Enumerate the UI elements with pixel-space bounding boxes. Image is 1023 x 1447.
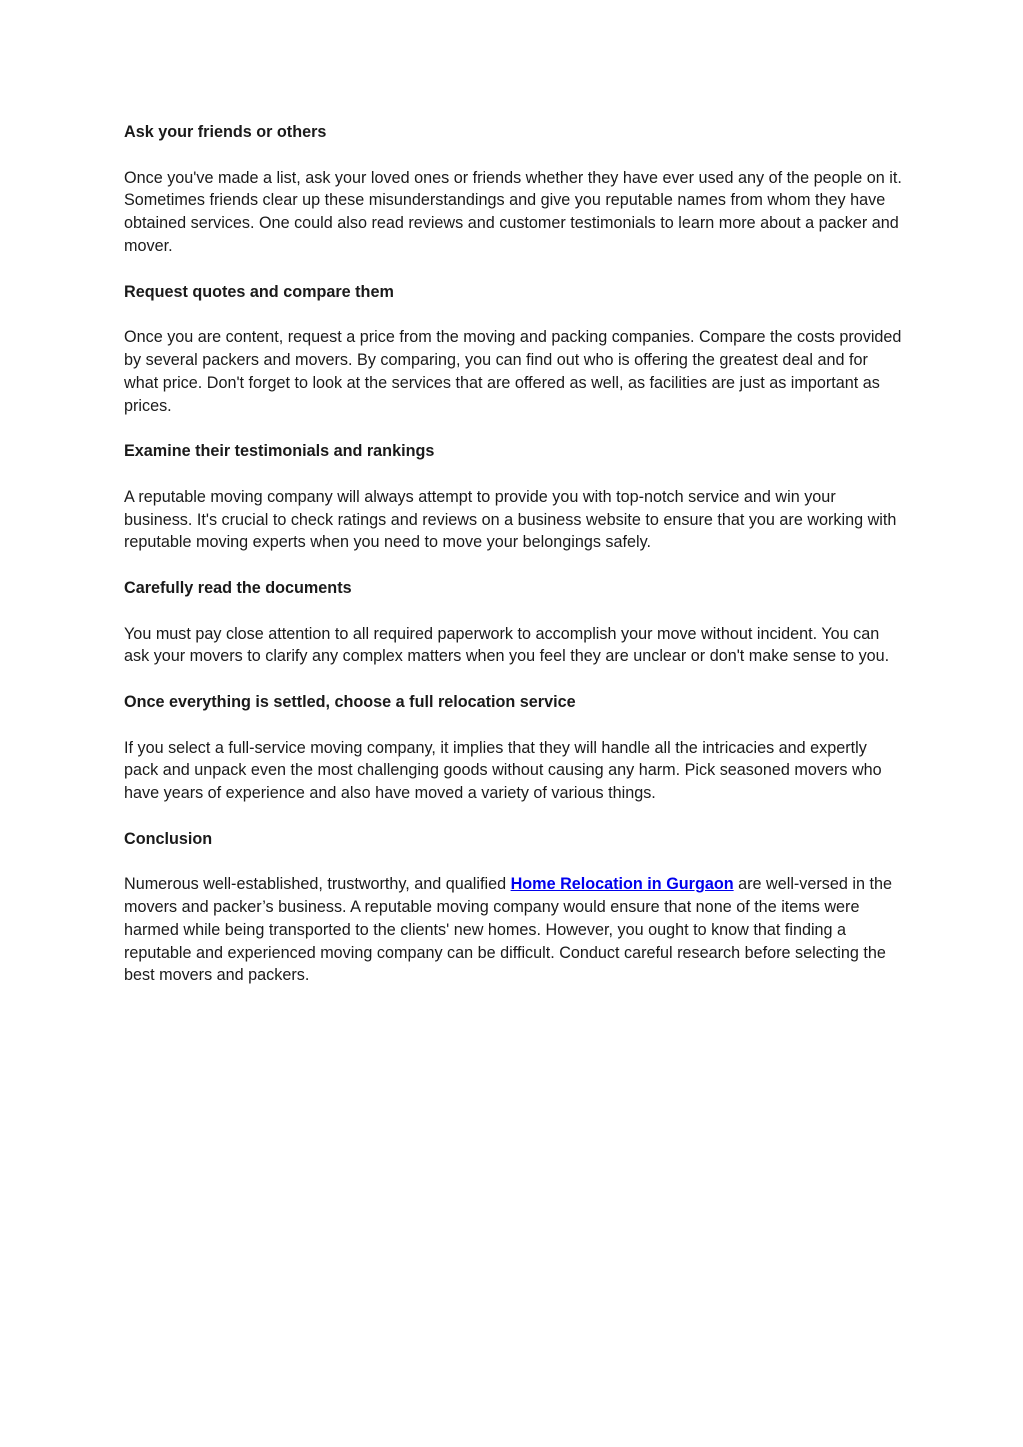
section-full-relocation (124, 691, 904, 805)
section-heading: Carefully read the documents (124, 578, 352, 597)
section-heading: Examine their testimonials and rankings (124, 442, 435, 461)
section-body: A reputable moving company will always attempt to provide you with top-notch service and win your business. It's crucial to check ratings and reviews on a business website to ensure that you are working with reputable moving experts when you need to move your belongings safely. (124, 487, 897, 552)
section-heading: Request quotes and compare them (124, 282, 394, 301)
section-body: If you select a full-service moving company, it implies that they will handle all the intricacies and expertly pack and unpack even the most challenging goods without causing any harm. Pick seasoned movers who have years of experience and also have moved a variety of various things. (124, 738, 882, 803)
home-relocation-link[interactable]: Home Relocation in Gurgaon (510, 875, 734, 894)
section-conclusion (124, 828, 904, 988)
section-heading: Once everything is settled, choose a full relocation service (124, 692, 576, 711)
conclusion-text-after-link: are well-versed in the movers and packer’s business. A reputable moving company would ensure that none of the items were harmed while being transported to the clients' new homes. However, you ought to know that finding a reputable and experienced moving company can be difficult. Conduct careful research before selecting the best movers and packers. (124, 875, 892, 985)
section-testimonials (124, 440, 904, 554)
section-heading: Ask your friends or others (124, 123, 327, 141)
section-body: Once you are content, request a price from the moving and packing companies. Compare the costs provided by several packers and movers. By comparing, you can find out who is offering the greatest deal and for what price. Don't forget to look at the services that are offered as well, as facilities are just as important as prices. (124, 328, 902, 415)
section-body: Once you've made a list, ask your loved ones or friends whether they have ever used any of the people on it. Sometimes friends clear up these misunderstandings and give you reputable names from whom they have obtained services. One could also read reviews and customer testimonials to learn more about a packer and mover. (124, 168, 902, 255)
section-quotes (124, 281, 904, 418)
conclusion-heading: Conclusion (124, 829, 213, 848)
conclusion-body (124, 873, 904, 987)
conclusion-text-before-link: Numerous well-established, trustworthy, and qualified (124, 875, 511, 894)
section-documents (124, 577, 904, 668)
section-friends (124, 121, 904, 258)
document-page (124, 121, 904, 1010)
section-body: You must pay close attention to all required paperwork to accomplish your move without incident. You can ask your movers to clarify any complex matters when you feel they are unclear or don't make sense to you. (124, 624, 890, 666)
